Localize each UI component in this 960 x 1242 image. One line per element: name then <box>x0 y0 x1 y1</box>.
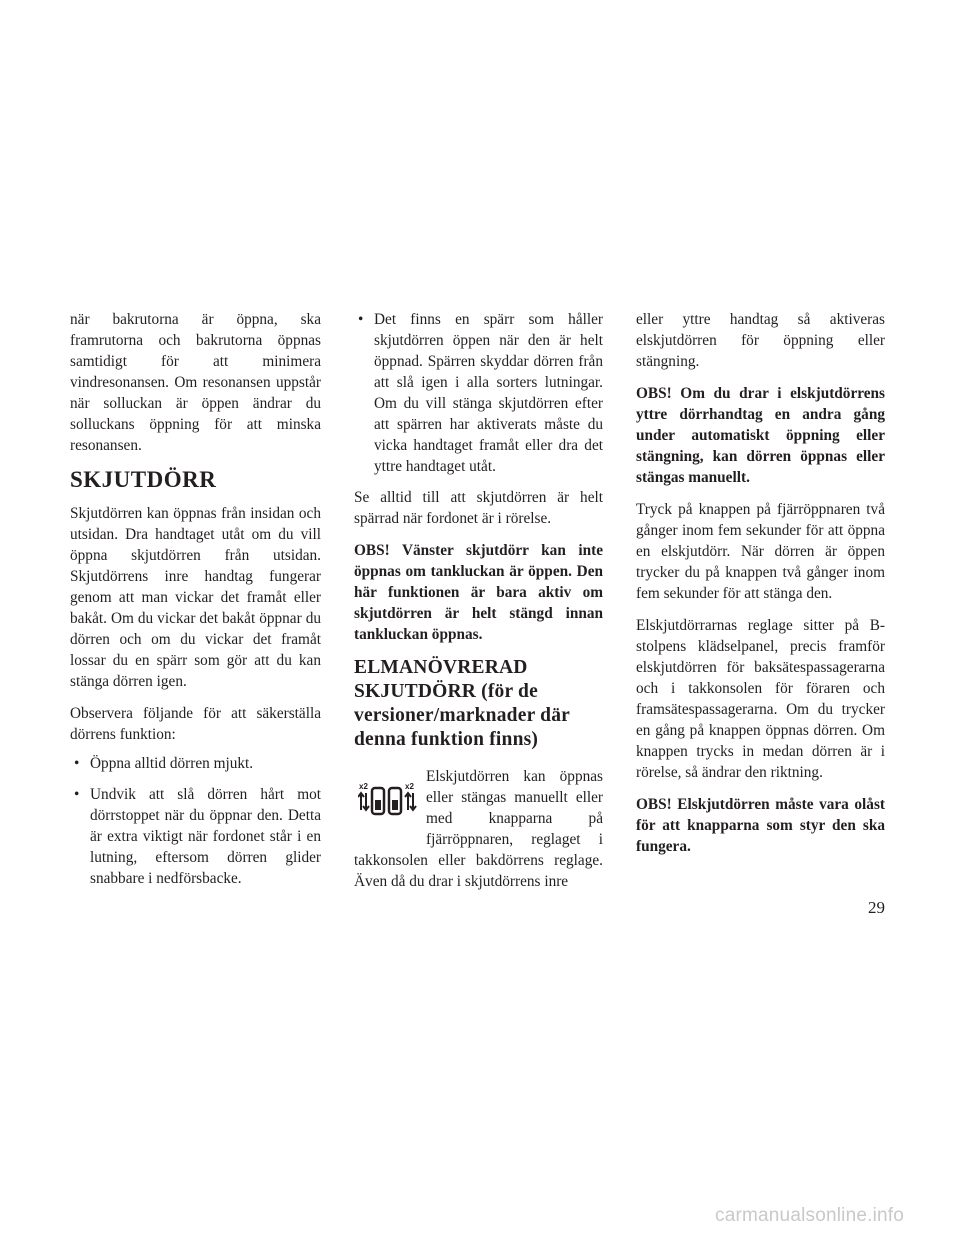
column-left <box>70 309 321 899</box>
observe-paragraph: Observera följande för att säkerställa dörrens funktion: <box>70 705 321 743</box>
list-item: • Öppna alltid dörren mjukt. <box>70 753 321 774</box>
list-item: • Det finns en spärr som håller skjutdörren öppen när den är helt öppnad. Spärren skyddar dörren från att slå igen i alla sorters lutningar. Om du vill stänga skjutdörren efter att spärren har aktiverats måste du vicka handtaget framåt eller dra det yttre handtaget utåt. <box>354 309 603 477</box>
power-sliding-door-icon <box>354 780 418 832</box>
latch-list <box>354 309 603 477</box>
note-fuel-door: OBS! Vänster skjutdörr kan inte öppnas om tankluckan är öppen. Den här funktionen är bara aktiv om skjutdörren är helt stängd innan tankluckan öppnas. <box>354 542 603 643</box>
switches-paragraph: Elskjutdörrarnas reglage sitter på B-stolpens klädselpanel, precis framför elskjutdörren för baksätespassagerarna och i takkonsolen för föraren och framsätespassagerarna. Om du trycker en gång på knappen öppnas dörren. Om knappen trycks in medan dörren är i rörelse, så ändrar den riktning. <box>636 617 885 781</box>
column-right <box>636 309 885 868</box>
continued-paragraph: eller yttre handtag så aktiveras elskjutdörren för öppning eller stängning. <box>636 311 885 370</box>
sliding-door-paragraph: Skjutdörren kan öppnas från insidan och utsidan. Dra handtaget utåt om du vill öppna skjutdörren från utsidan. Skjutdörrens inre handtag fungerar genom att man vickar det framåt eller bakåt. Om du vickar det bakåt öppnar du dörren och om du vickar det framåt lossar du en spärr som gör att du kan stänga dörren igen. <box>70 505 321 690</box>
check-latched-paragraph: Se alltid till att skjutdörren är helt spärrad när fordonet är i rörelse. <box>354 489 603 527</box>
power-door-paragraph: Elskjutdörren kan öppnas eller stängas manuellt eller med knapparna på fjärröppnaren, reglaget i takkonsolen eller bakdörrens reglage. Även då du drar i skjutdörrens inre <box>354 768 603 890</box>
page-number: 29 <box>868 898 885 917</box>
note-unlocked: OBS! Elskjutdörren måste vara olåst för att knapparna som styr den ska fungera. <box>636 796 885 855</box>
watermark: carmanualsonline.info <box>715 1205 905 1226</box>
section-heading-power-sliding-door: ELMANÖVRERAD SKJUTDÖRR (för de versioner/marknader där denna funktion finns) <box>354 657 570 750</box>
column-middle <box>354 309 603 903</box>
icon-label-right: x2 <box>405 782 414 791</box>
remote-paragraph: Tryck på knappen på fjärröppnaren två gånger inom fem sekunder för att öppna en elskjutdörr. När dörren är öppen trycker du på knappen två gånger inom fem sekunder för att stänga den. <box>636 501 885 602</box>
icon-label-left: x2 <box>359 782 368 791</box>
intro-paragraph: när bakrutorna är öppna, ska framrutorna och bakrutorna öppnas samtidigt för att minimera vindresonansen. Om resonansen uppstår när solluckan är öppen ändrar du solluckans öppning för att minska resonansen. <box>70 311 321 454</box>
section-heading-sliding-door: SKJUTDÖRR <box>70 467 217 492</box>
note-outer-handle: OBS! Om du drar i elskjutdörrens yttre dörrhandtag en andra gång under automatiskt öppning eller stängning, kan dörren öppnas eller stängas manuellt. <box>636 385 885 486</box>
door-function-list <box>70 753 321 889</box>
list-item: • Undvik att slå dörren hårt mot dörrstoppet när du öppnar den. Detta är extra viktigt när fordonet står i en lutning, eftersom dörren glider snabbare i nedförsbacke. <box>70 784 321 889</box>
